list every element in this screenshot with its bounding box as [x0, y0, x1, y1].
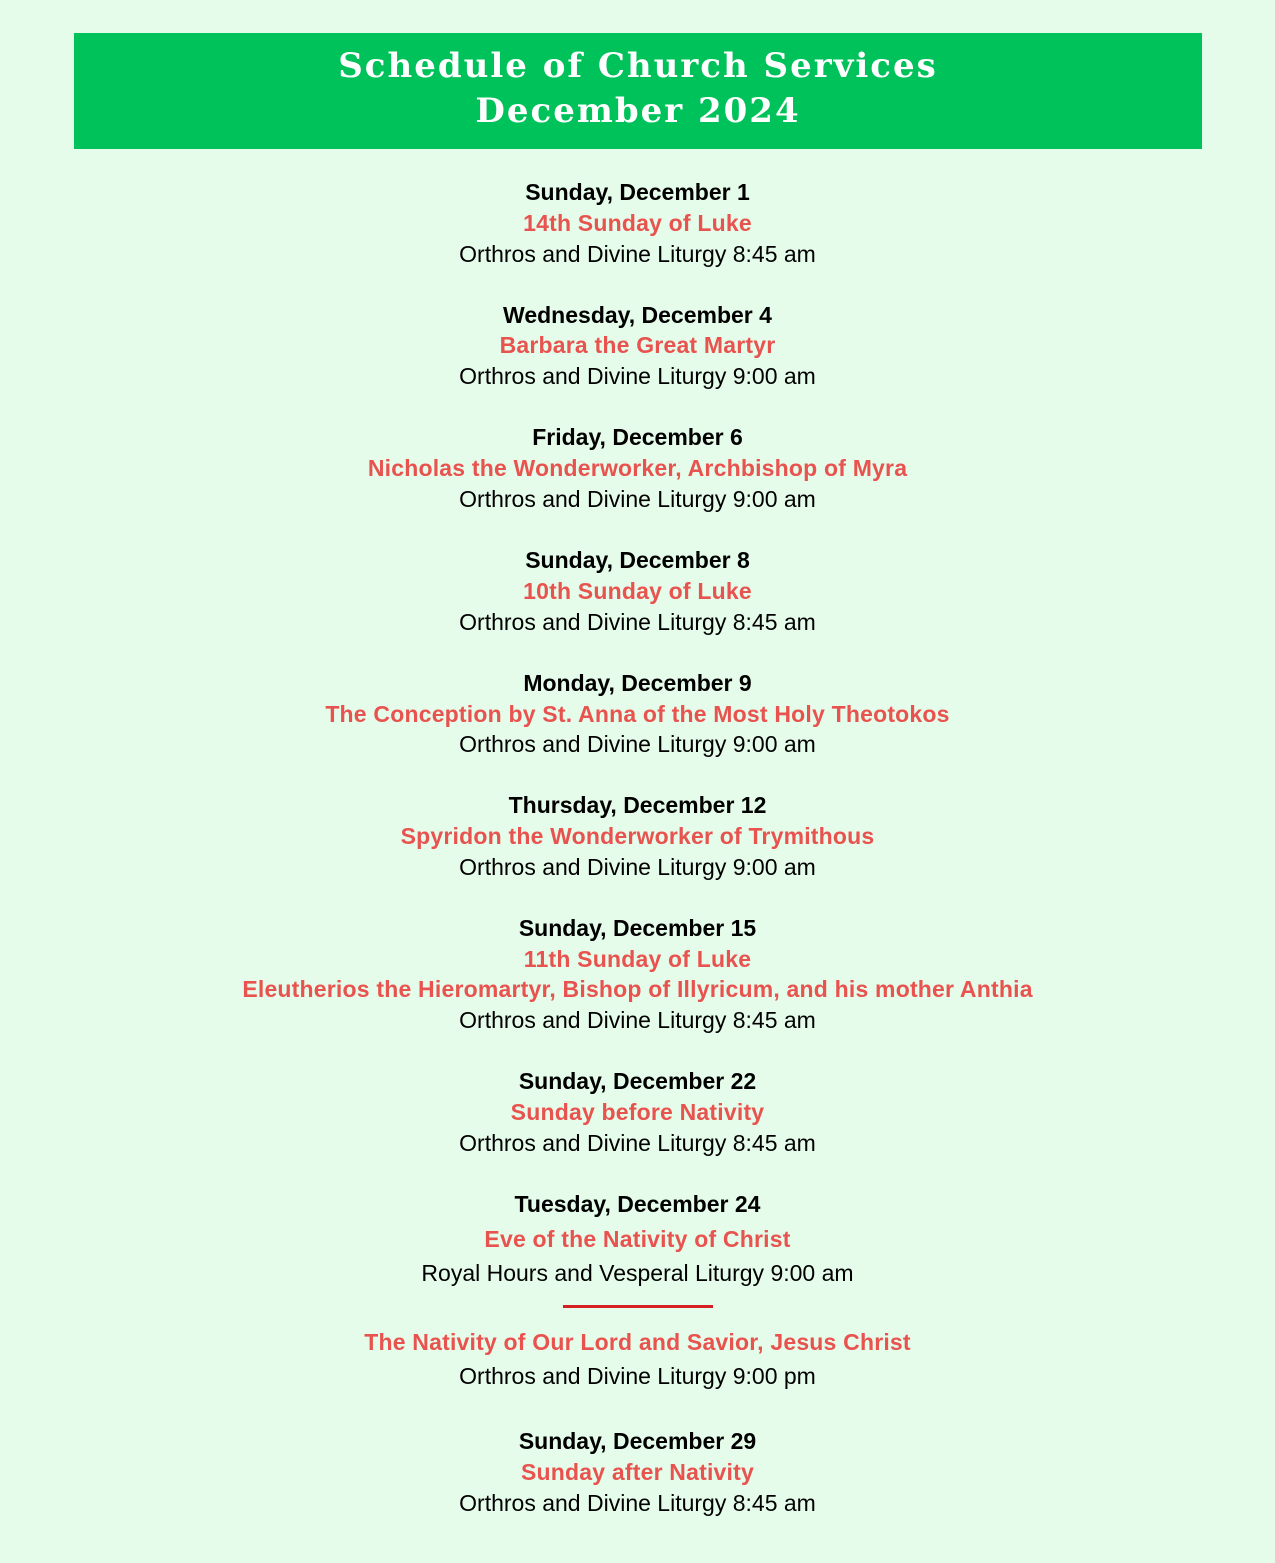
service-date: Thursday, December 12	[508, 792, 767, 818]
service-date: Sunday, December 22	[518, 1068, 757, 1094]
service-date: Tuesday, December 24	[514, 1191, 761, 1217]
divider	[563, 1305, 713, 1308]
service-time: Orthros and Divine Liturgy 9:00 am	[459, 731, 816, 757]
service-time: Orthros and Divine Liturgy 9:00 am	[459, 486, 816, 512]
service-time-nativity: Orthros and Divine Liturgy 9:00 pm	[459, 1363, 816, 1389]
service-time: Royal Hours and Vesperal Liturgy 9:00 am	[421, 1260, 854, 1286]
feast-name: Sunday after Nativity	[521, 1459, 754, 1485]
service-time: Orthros and Divine Liturgy 8:45 am	[459, 1490, 816, 1516]
page-subtitle-month: December 2024	[475, 91, 801, 131]
service-date: Sunday, December 8	[525, 547, 750, 573]
feast-name: Sunday before Nativity	[510, 1099, 765, 1125]
service-date: Wednesday, December 4	[503, 302, 772, 328]
page-title: Schedule of Church Services	[338, 46, 938, 86]
service-date: Monday, December 9	[523, 670, 752, 696]
feast-name-nativity: The Nativity of Our Lord and Savior, Jesus Christ	[364, 1329, 911, 1355]
service-date: Sunday, December 29	[518, 1428, 757, 1454]
service-date: Sunday, December 1	[525, 179, 750, 205]
feast-name: 14th Sunday of Luke	[523, 210, 752, 236]
schedule-header	[74, 33, 1202, 149]
feast-name: 10th Sunday of Luke	[523, 578, 752, 604]
feast-name: Barbara the Great Martyr	[499, 332, 776, 358]
feast-name: Nicholas the Wonderworker, Archbishop of Myra	[367, 455, 908, 481]
feast-name-secondary: Eleutherios the Hieromartyr, Bishop of Illyricum, and his mother Anthia	[242, 976, 1033, 1002]
service-time: Orthros and Divine Liturgy 8:45 am	[459, 1007, 816, 1033]
service-time: Orthros and Divine Liturgy 8:45 am	[459, 1130, 816, 1156]
service-time: Orthros and Divine Liturgy 9:00 am	[459, 363, 816, 389]
service-time: Orthros and Divine Liturgy 9:00 am	[459, 854, 816, 880]
service-date: Friday, December 6	[532, 424, 743, 450]
service-time: Orthros and Divine Liturgy 8:45 am	[459, 609, 816, 635]
feast-name: 11th Sunday of Luke	[523, 946, 752, 972]
service-date: Sunday, December 15	[518, 915, 757, 941]
feast-name: Eve of the Nativity of Christ	[484, 1226, 791, 1252]
feast-name: Spyridon the Wonderworker of Trymithous	[400, 823, 875, 849]
feast-name: The Conception by St. Anna of the Most Holy Theotokos	[325, 701, 950, 727]
service-time: Orthros and Divine Liturgy 8:45 am	[459, 241, 816, 267]
